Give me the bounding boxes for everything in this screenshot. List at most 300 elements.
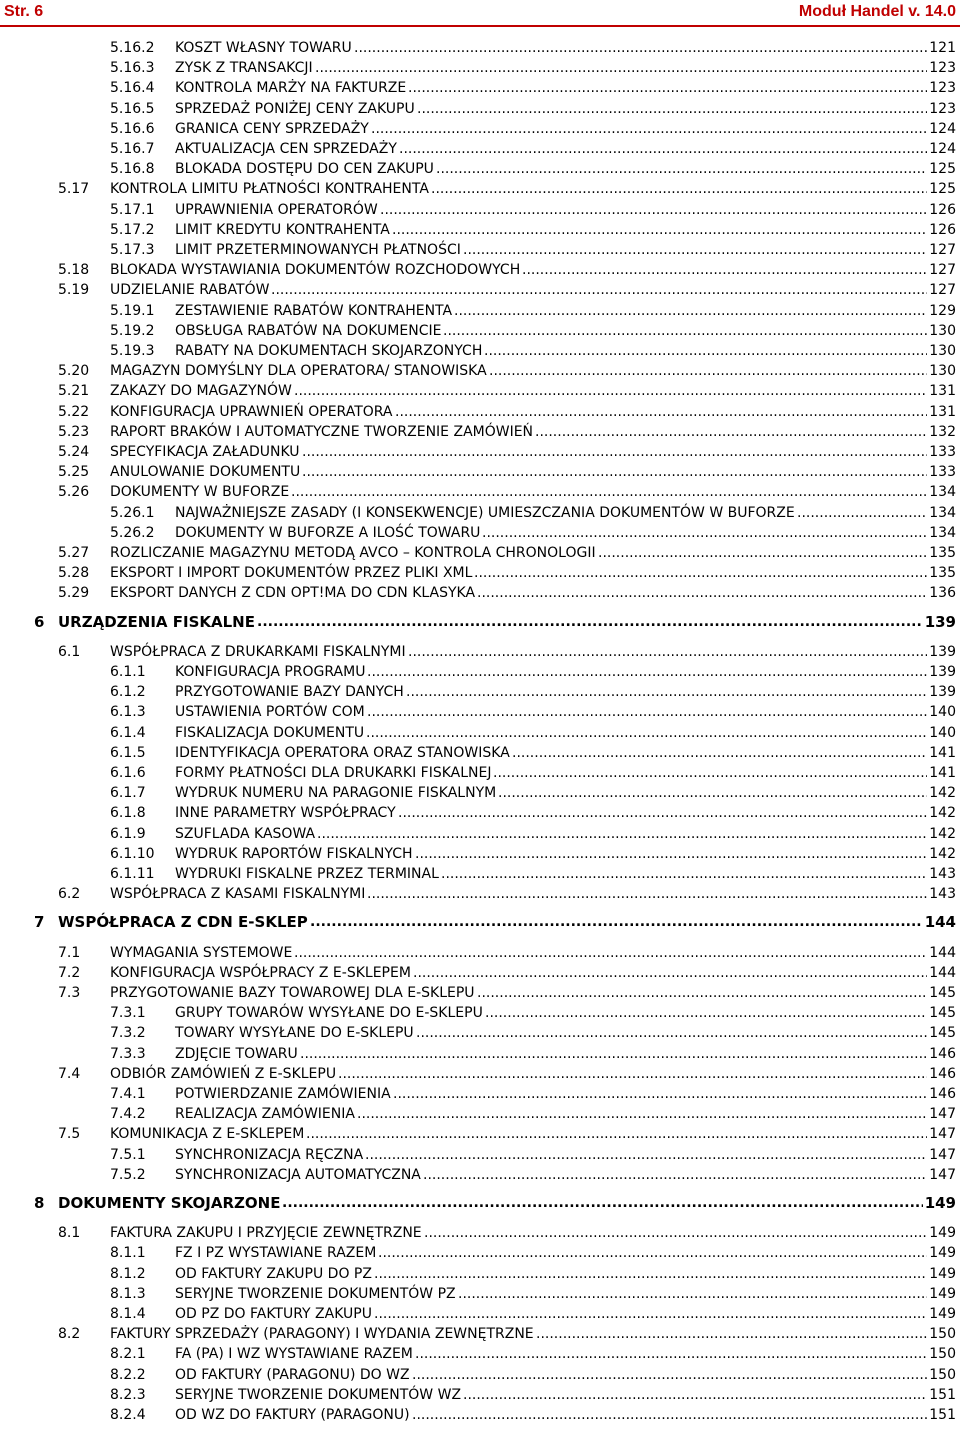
toc-entry[interactable] (0, 884, 956, 904)
toc-entry-title: RAPORT BRAKÓW I AUTOMATYCZNE TWORZENIE ZAMÓWIEŃ (110, 423, 534, 440)
toc-entry-number: 5.16.5 (110, 100, 155, 117)
toc-entry[interactable] (0, 361, 956, 381)
toc-entry-title: OD FAKTURY (PARAGONU) DO WZ (175, 1366, 410, 1383)
toc-entry[interactable] (0, 682, 956, 702)
toc-entry-title: BLOKADA DOSTĘPU DO CEN ZAKUPU (175, 161, 434, 178)
toc-entry[interactable] (0, 139, 956, 159)
toc-entry-title: KONTROLA MARŻY NA FAKTURZE (175, 80, 407, 97)
toc-entry-page: 139 (929, 684, 956, 701)
toc-entry-title: AKTUALIZACJA CEN SPRZEDAŻY (175, 141, 397, 157)
toc-entry[interactable] (0, 78, 956, 98)
toc-entry-number: 5.28 (58, 565, 90, 582)
toc-entry-number: 5.23 (58, 423, 90, 440)
toc-dot-leader (535, 422, 927, 442)
toc-entry-page: 147 (929, 1106, 956, 1123)
toc-entry-page: 130 (929, 322, 956, 339)
toc-dot-leader (294, 943, 927, 963)
toc-entry-number: 5.21 (58, 383, 90, 400)
toc-entry-title: OD PZ DO FAKTURY ZAKUPU (175, 1306, 372, 1322)
toc-entry-number: 7.3.2 (110, 1025, 146, 1042)
toc-chapter-entry[interactable] (0, 912, 956, 932)
toc-entry-number: 6.1.2 (110, 684, 146, 701)
toc-entry[interactable] (0, 563, 956, 583)
toc-dot-leader (463, 240, 927, 260)
toc-entry[interactable] (0, 422, 956, 442)
toc-entry-title: WYDRUK RAPORTÓW FISKALNYCH (175, 845, 413, 862)
toc-entry[interactable] (0, 321, 956, 341)
toc-entry-number: 7.5.1 (110, 1146, 146, 1163)
toc-entry[interactable] (0, 803, 956, 823)
toc-entry-title: WSPÓŁPRACA Z CDN E-SKLEP (58, 913, 308, 932)
toc-dot-leader (374, 1304, 927, 1324)
toc-entry-title: KONFIGURACJA PROGRAMU (175, 664, 366, 680)
toc-entry-page: 146 (929, 1065, 956, 1082)
toc-entry-number: 5.16.7 (110, 141, 155, 157)
toc-dot-leader (306, 1124, 927, 1144)
toc-entry-title: SYNCHRONIZACJA RĘCZNA (175, 1146, 364, 1163)
toc-entry-page: 145 (929, 1005, 956, 1022)
toc-entry-title: SPECYFIKACJA ZAŁADUNKU (110, 444, 300, 460)
toc-entry-title: NAJWAŻNIEJSZE ZASADY (I KONSEKWENCJE) UMIESZCZANIA DOKUMENTÓW W BUFORZE (175, 504, 795, 521)
toc-entry-number: 5.22 (58, 403, 90, 420)
toc-entry-title: KONFIGURACJA UPRAWNIEŃ OPERATORA (110, 403, 393, 420)
toc-dot-leader (489, 361, 927, 381)
toc-entry-title: FA (PA) I WZ WYSTAWIANE RAZEM (175, 1346, 413, 1363)
toc-entry-number: 5.26.2 (110, 524, 155, 541)
toc-entry[interactable] (0, 1145, 956, 1165)
toc-dot-leader (374, 1264, 927, 1284)
toc-entry[interactable] (0, 523, 956, 543)
toc-entry-number: 5.25 (58, 464, 90, 481)
toc-dot-leader (366, 723, 927, 743)
toc-dot-leader (291, 482, 927, 502)
toc-entry-page: 144 (929, 944, 956, 961)
toc-dot-leader (416, 1023, 927, 1043)
toc-entry-page: 134 (929, 504, 956, 521)
toc-dot-leader (378, 1243, 927, 1263)
toc-entry[interactable] (0, 763, 956, 783)
toc-entry-page: 130 (929, 363, 956, 380)
toc-dot-leader (408, 78, 927, 98)
toc-entry-title: OBSŁUGA RABATÓW NA DOKUMENCIE (175, 322, 442, 339)
toc-dot-leader (484, 341, 927, 361)
toc-entry[interactable] (0, 864, 956, 884)
toc-entry-page: 141 (929, 765, 956, 781)
toc-entry-page: 150 (929, 1346, 956, 1363)
toc-entry[interactable] (0, 783, 956, 803)
toc-entry[interactable] (0, 1324, 956, 1344)
toc-dot-leader (443, 321, 927, 341)
toc-entry[interactable] (0, 1023, 956, 1043)
toc-entry-page: 149 (929, 1265, 956, 1282)
toc-entry-number: 7.4.2 (110, 1106, 146, 1123)
toc-entry-page: 149 (924, 1194, 956, 1212)
toc-dot-leader (338, 1064, 927, 1084)
toc-entry[interactable] (0, 1284, 956, 1304)
toc-entry-page: 141 (929, 744, 956, 761)
toc-entry-title: LIMIT PRZETERMINOWANYCH PŁATNOŚCI (175, 242, 461, 258)
toc-entry-title: ZAKAZY DO MAGAZYNÓW (110, 383, 292, 400)
toc-entry[interactable] (0, 723, 956, 743)
toc-entry-page: 130 (929, 343, 956, 359)
toc-entry-page: 150 (929, 1326, 956, 1343)
toc-entry-title: INNE PARAMETRY WSPÓŁPRACY (175, 805, 396, 822)
toc-entry-number: 6.2 (58, 886, 81, 903)
toc-entry[interactable] (0, 58, 956, 78)
toc-entry[interactable] (0, 159, 956, 179)
toc-entry-title: PRZYGOTOWANIE BAZY DANYCH (175, 684, 404, 701)
toc-entry-number: 8.1.4 (110, 1306, 146, 1322)
toc-dot-leader (482, 523, 927, 543)
toc-entry-title: DOKUMENTY W BUFORZE (110, 484, 290, 501)
toc-entry[interactable] (0, 1104, 956, 1124)
toc-dot-leader (300, 1044, 927, 1064)
toc-entry-number: 8.2.3 (110, 1386, 146, 1403)
toc-dot-leader (412, 1405, 927, 1425)
toc-entry-number: 6.1.1 (110, 664, 146, 680)
toc-entry-number: 7.3 (58, 985, 81, 1001)
toc-entry-title: FAKTURA ZAKUPU I PRZYJĘCIE ZEWNĘTRZNE (110, 1225, 422, 1242)
toc-dot-leader (294, 381, 927, 401)
toc-entry-title: SYNCHRONIZACJA AUTOMATYCZNA (175, 1166, 421, 1183)
toc-entry-title: WSPÓŁPRACA Z KASAMI FISKALNYMI (110, 886, 366, 903)
toc-entry-page: 142 (929, 825, 956, 842)
toc-entry[interactable] (0, 963, 956, 983)
toc-dot-leader (536, 1324, 927, 1344)
toc-entry-page: 147 (929, 1146, 956, 1163)
toc-entry-number: 5.17 (58, 181, 90, 198)
toc-entry-title: OD WZ DO FAKTURY (PARAGONU) (175, 1407, 410, 1423)
toc-entry[interactable] (0, 702, 956, 722)
toc-dot-leader (474, 563, 927, 583)
toc-entry-number: 7.2 (58, 964, 81, 981)
toc-entry-page: 149 (929, 1245, 956, 1262)
toc-dot-leader (302, 442, 927, 462)
toc-entry-page: 126 (929, 201, 956, 218)
toc-entry-title: KONTROLA LIMITU PŁATNOŚCI KONTRAHENTA (110, 181, 429, 198)
toc-dot-leader (458, 1284, 927, 1304)
toc-entry[interactable] (0, 1223, 956, 1243)
toc-entry[interactable] (0, 482, 956, 502)
toc-entry-number: 7 (34, 913, 45, 932)
toc-entry-title: PRZYGOTOWANIE BAZY TOWAROWEJ DLA E-SKLEPU (110, 985, 475, 1001)
toc-entry-title: REALIZACJA ZAMÓWIENIA (175, 1106, 355, 1123)
toc-entry[interactable] (0, 179, 956, 199)
toc-dot-leader (354, 38, 927, 58)
toc-chapter-entry[interactable] (0, 1193, 956, 1213)
toc-dot-leader (415, 1344, 927, 1364)
toc-entry-page: 149 (929, 1285, 956, 1302)
toc-entry-page: 124 (929, 120, 956, 137)
toc-entry[interactable] (0, 260, 956, 280)
toc-entry[interactable] (0, 1264, 956, 1284)
toc-entry-page: 145 (929, 1025, 956, 1042)
toc-entry[interactable] (0, 1165, 956, 1185)
toc-entry[interactable] (0, 1044, 956, 1064)
toc-entry-title: BLOKADA WYSTAWIANIA DOKUMENTÓW ROZCHODOWYCH (110, 262, 521, 279)
toc-dot-leader (463, 1385, 927, 1405)
toc-entry[interactable] (0, 402, 956, 422)
toc-entry-title: URZĄDZENIA FISKALNE (58, 612, 255, 631)
toc-dot-leader (408, 642, 927, 662)
toc-dot-leader (310, 912, 923, 932)
toc-entry[interactable] (0, 1003, 956, 1023)
toc-entry-page: 129 (929, 302, 956, 319)
toc-entry-title: ZDJĘCIE TOWARU (175, 1045, 298, 1062)
toc-entry-page: 134 (929, 484, 956, 501)
toc-entry-title: SPRZEDAŻ PONIŻEJ CENY ZAKUPU (175, 100, 415, 117)
toc-entry-page: 121 (929, 40, 956, 56)
toc-dot-leader (392, 220, 927, 240)
toc-entry-page: 139 (929, 664, 956, 680)
toc-entry-number: 6.1.10 (110, 845, 155, 862)
toc-dot-leader (367, 662, 927, 682)
toc-entry-title: SERYJNE TWORZENIE DOKUMENTÓW WZ (175, 1386, 462, 1403)
toc-entry-title: ODBIÓR ZAMÓWIEŃ Z E-SKLEPU (110, 1065, 337, 1082)
toc-entry-title: GRANICA CENY SPRZEDAŻY (175, 120, 369, 137)
toc-entry-title: LIMIT KREDYTU KONTRAHENTA (175, 221, 390, 238)
toc-dot-leader (365, 1145, 927, 1165)
toc-entry[interactable] (0, 301, 956, 321)
toc-dot-leader (398, 803, 927, 823)
toc-entry[interactable] (0, 662, 956, 682)
toc-entry-number: 8.1 (58, 1225, 81, 1242)
toc-dot-leader (371, 119, 927, 139)
toc-entry-number: 5.26 (58, 484, 90, 501)
toc-entry[interactable] (0, 119, 956, 139)
toc-entry-title: USTAWIENIA PORTÓW COM (175, 704, 365, 721)
toc-entry-number: 6.1.4 (110, 724, 146, 741)
toc-entry-title: ZESTAWIENIE RABATÓW KONTRAHENTA (175, 302, 453, 319)
toc-entry-number: 5.19.2 (110, 322, 155, 339)
toc-entry-number: 5.20 (58, 363, 90, 380)
toc-entry-page: 124 (929, 141, 956, 157)
toc-entry-page: 146 (929, 1045, 956, 1062)
toc-dot-leader (367, 884, 927, 904)
header-divider (0, 25, 960, 27)
toc-entry-page: 139 (929, 643, 956, 660)
toc-entry[interactable] (0, 381, 956, 401)
toc-entry-page: 149 (929, 1225, 956, 1242)
toc-entry[interactable] (0, 642, 956, 662)
toc-entry-number: 5.19.3 (110, 343, 155, 359)
toc-entry[interactable] (0, 220, 956, 240)
toc-entry-title: FORMY PŁATNOŚCI DLA DRUKARKI FISKALNEJ (175, 765, 492, 781)
toc-entry[interactable] (0, 442, 956, 462)
toc-entry[interactable] (0, 1304, 956, 1324)
toc-entry[interactable] (0, 240, 956, 260)
toc-entry-number: 7.3.3 (110, 1045, 146, 1062)
toc-dot-leader (417, 99, 927, 119)
toc-entry-title: DOKUMENTY W BUFORZE A ILOŚĆ TOWARU (175, 524, 481, 541)
document-title: Moduł Handel v. 14.0 (798, 3, 956, 20)
toc-dot-leader (485, 1003, 927, 1023)
toc-entry-title: FAKTURY SPRZEDAŻY (PARAGONY) I WYDANIA ZEWNĘTRZNE (110, 1326, 534, 1343)
toc-entry[interactable] (0, 1064, 956, 1084)
toc-entry-page: 140 (929, 704, 956, 721)
toc-dot-leader (423, 1165, 927, 1185)
toc-entry-page: 151 (929, 1407, 956, 1423)
toc-entry-page: 125 (929, 161, 956, 178)
toc-entry-title: UPRAWNIENIA OPERATORÓW (175, 201, 378, 218)
toc-entry[interactable] (0, 462, 956, 482)
toc-entry[interactable] (0, 200, 956, 220)
toc-entry-number: 7.4 (58, 1065, 81, 1082)
toc-entry[interactable] (0, 341, 956, 361)
toc-entry[interactable] (0, 1405, 956, 1425)
toc-entry-page: 123 (929, 100, 956, 117)
toc-entry-title: WYMAGANIA SYSTEMOWE (110, 944, 293, 961)
toc-dot-leader (271, 280, 927, 300)
toc-entry[interactable] (0, 983, 956, 1003)
toc-entry-title: FISKALIZACJA DOKUMENTU (175, 724, 365, 741)
toc-entry-number: 6.1.11 (110, 866, 155, 882)
toc-entry-number: 6 (34, 612, 45, 631)
toc-dot-leader (413, 963, 927, 983)
toc-entry-page: 127 (929, 262, 956, 279)
toc-entry-number: 8 (34, 1194, 45, 1212)
toc-dot-leader (415, 844, 927, 864)
toc-entry-title: IDENTYFIKACJA OPERATORA ORAZ STANOWISKA (175, 744, 510, 761)
toc-dot-leader (412, 1365, 927, 1385)
toc-entry-number: 5.17.2 (110, 221, 155, 238)
toc-dot-leader (498, 783, 927, 803)
toc-dot-leader (441, 864, 927, 884)
toc-entry-page: 144 (929, 964, 956, 981)
toc-entry-number: 8.1.3 (110, 1285, 146, 1302)
toc-dot-leader (797, 503, 927, 523)
toc-entry-page: 123 (929, 80, 956, 97)
toc-entry-number: 6.1.3 (110, 704, 146, 721)
toc-entry-title: RABATY NA DOKUMENTACH SKOJARZONYCH (175, 343, 483, 359)
toc-entry-number: 8.2.2 (110, 1366, 146, 1383)
toc-entry[interactable] (0, 844, 956, 864)
toc-dot-leader (357, 1104, 927, 1124)
toc-dot-leader (431, 179, 927, 199)
toc-entry-number: 5.29 (58, 585, 90, 602)
toc-entry-title: ZYSK Z TRANSAKCJI (175, 60, 313, 77)
page-header (0, 0, 960, 24)
toc-entry-title: DOKUMENTY SKOJARZONE (58, 1194, 281, 1212)
toc-entry-page: 145 (929, 985, 956, 1001)
toc-entry[interactable] (0, 943, 956, 963)
toc-entry-number: 7.5 (58, 1126, 81, 1143)
toc-entry[interactable] (0, 1344, 956, 1364)
toc-entry-number: 8.1.2 (110, 1265, 146, 1282)
toc-entry[interactable] (0, 1243, 956, 1263)
toc-entry-number: 7.4.1 (110, 1086, 146, 1102)
toc-dot-leader (598, 543, 927, 563)
toc-chapter-entry[interactable] (0, 612, 956, 632)
toc-dot-leader (395, 402, 927, 422)
toc-entry[interactable] (0, 99, 956, 119)
toc-entry[interactable] (0, 743, 956, 763)
toc-entry-page: 143 (929, 886, 956, 903)
toc-entry-number: 5.17.1 (110, 201, 155, 218)
toc-entry[interactable] (0, 503, 956, 523)
toc-entry-page: 135 (929, 545, 956, 561)
toc-dot-leader (315, 58, 927, 78)
toc-entry[interactable] (0, 280, 956, 300)
toc-entry-page: 147 (929, 1126, 956, 1143)
toc-entry-page: 127 (929, 282, 956, 299)
toc-entry-title: SERYJNE TWORZENIE DOKUMENTÓW PZ (175, 1285, 456, 1302)
toc-entry-number: 7.1 (58, 944, 81, 961)
toc-entry-number: 5.16.6 (110, 120, 155, 137)
toc-entry-number: 7.3.1 (110, 1005, 146, 1022)
toc-entry-page: 131 (929, 403, 956, 420)
toc-entry-number: 6.1.8 (110, 805, 146, 822)
toc-entry-number: 6.1.7 (110, 785, 146, 802)
toc-dot-leader (436, 159, 927, 179)
toc-entry-number: 5.19 (58, 282, 90, 299)
toc-dot-leader (393, 1084, 927, 1104)
toc-entry-number: 5.24 (58, 444, 90, 460)
toc-entry-title: SZUFLADA KASOWA (175, 825, 316, 842)
toc-dot-leader (512, 743, 927, 763)
toc-entry[interactable] (0, 583, 956, 603)
toc-entry-page: 144 (924, 913, 956, 932)
toc-entry-number: 5.16.2 (110, 40, 155, 56)
toc-entry-page: 143 (929, 866, 956, 882)
toc-entry[interactable] (0, 1365, 956, 1385)
toc-entry-number: 8.2 (58, 1326, 81, 1343)
toc-entry-page: 127 (929, 242, 956, 258)
toc-entry[interactable] (0, 1385, 956, 1405)
toc-entry-page: 147 (929, 1166, 956, 1183)
toc-entry[interactable] (0, 543, 956, 563)
page-number: Str. 6 (4, 3, 44, 20)
toc-entry-page: 133 (929, 444, 956, 460)
toc-entry-number: 5.18 (58, 262, 90, 279)
toc-entry-page: 150 (929, 1366, 956, 1383)
toc-dot-leader (302, 462, 927, 482)
toc-entry-number: 6.1.6 (110, 765, 146, 781)
toc-entry[interactable] (0, 1124, 956, 1144)
toc-entry-title: GRUPY TOWARÓW WYSYŁANE DO E-SKLEPU (175, 1005, 483, 1022)
toc-entry-number: 6.1.9 (110, 825, 146, 842)
toc-entry-title: OD FAKTURY ZAKUPU DO PZ (175, 1265, 372, 1282)
toc-entry-title: POTWIERDZANIE ZAMÓWIENIA (175, 1086, 391, 1102)
toc-entry-title: FZ I PZ WYSTAWIANE RAZEM (175, 1245, 377, 1262)
toc-entry-page: 142 (929, 845, 956, 862)
toc-entry[interactable] (0, 1084, 956, 1104)
toc-entry-number: 8.2.1 (110, 1346, 146, 1363)
toc-entry-title: ANULOWANIE DOKUMENTU (110, 464, 301, 481)
toc-dot-leader (477, 983, 927, 1003)
toc-dot-leader (367, 702, 927, 722)
toc-entry[interactable] (0, 38, 956, 58)
toc-dot-leader (477, 583, 927, 603)
toc-dot-leader (406, 682, 927, 702)
toc-entry-number: 5.19.1 (110, 302, 155, 319)
toc-entry-title: EKSPORT DANYCH Z CDN OPT!MA DO CDN KLASYKA (110, 585, 476, 602)
toc-entry-title: KOMUNIKACJA Z E-SKLEPEM (110, 1126, 305, 1143)
toc-entry-page: 139 (924, 612, 956, 631)
toc-entry-number: 7.5.2 (110, 1166, 146, 1183)
toc-dot-leader (493, 763, 927, 783)
toc-entry[interactable] (0, 824, 956, 844)
toc-dot-leader (380, 200, 927, 220)
toc-entry-page: 136 (929, 585, 956, 602)
toc-entry-page: 123 (929, 60, 956, 77)
toc-dot-leader (257, 612, 923, 632)
toc-entry-number: 6.1 (58, 643, 81, 660)
toc-dot-leader (424, 1223, 927, 1243)
toc-dot-leader (454, 301, 927, 321)
toc-entry-page: 133 (929, 464, 956, 481)
toc-entry-title: TOWARY WYSYŁANE DO E-SKLEPU (175, 1025, 414, 1042)
